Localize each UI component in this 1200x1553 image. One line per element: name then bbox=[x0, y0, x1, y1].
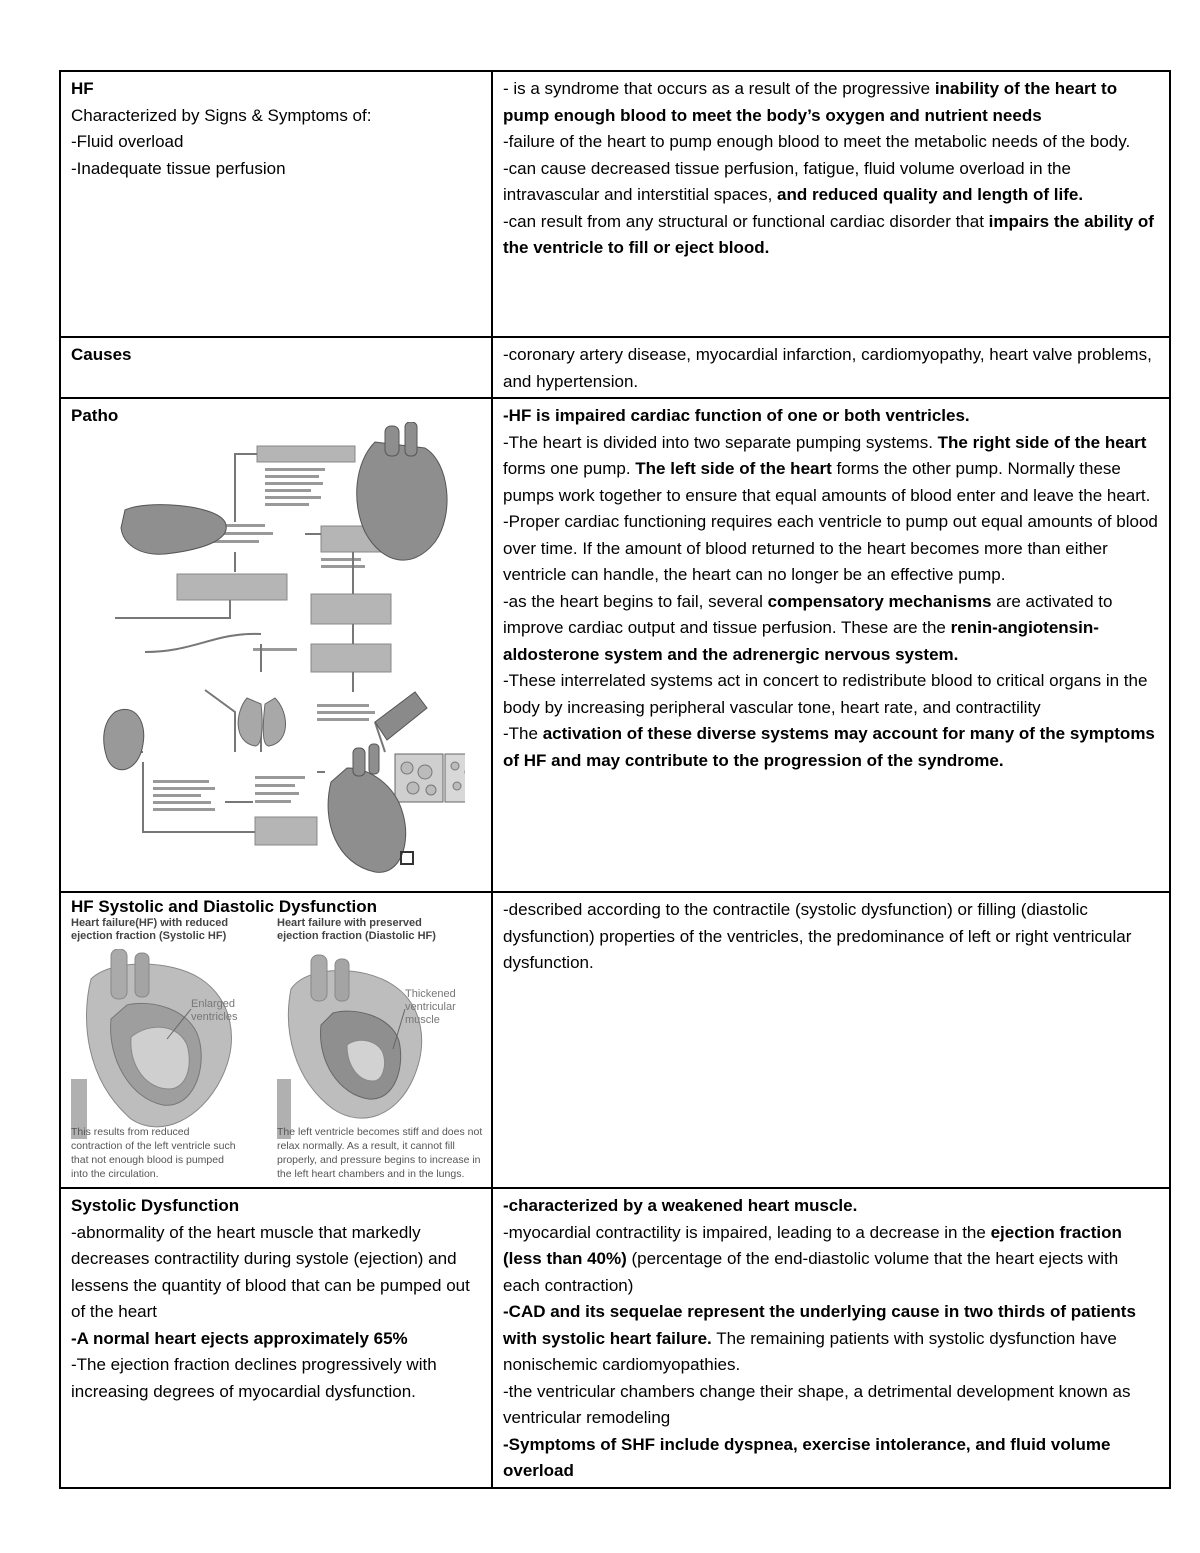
sysdia-figure bbox=[71, 917, 491, 1183]
notes-table bbox=[59, 70, 1171, 1489]
fig-left-label-2: ventricles bbox=[191, 1011, 238, 1023]
patho-comp-b: compensatory mechanisms bbox=[767, 591, 992, 611]
fig-right-label-2: ventricular bbox=[405, 1001, 456, 1013]
fig-right-label-3: muscle bbox=[405, 1014, 440, 1026]
patho-right-cell bbox=[492, 398, 1170, 892]
causes-text: -coronary artery disease, myocardial infarction, cardiomyopathy, heart valve problems, and hypertension. bbox=[503, 345, 1152, 391]
row-causes bbox=[60, 337, 1170, 398]
row-hf bbox=[60, 71, 1170, 337]
hf-effects-bold: and reduced quality and length of life. bbox=[777, 185, 1084, 204]
fig-left-label-1: Enlarged bbox=[191, 998, 236, 1010]
hf-failure: -failure of the heart to pump enough blood to meet the metabolic needs of the body. bbox=[503, 132, 1131, 151]
sysdia-right-cell bbox=[492, 892, 1170, 1188]
patho-comp-c: are activated to improve cardiac output and tissue perfusion. These are the bbox=[503, 591, 1113, 637]
patho-title: Patho bbox=[71, 406, 119, 425]
patho-left-cell bbox=[60, 398, 492, 892]
causes-title: Causes bbox=[71, 345, 132, 364]
fig-right-head bbox=[277, 917, 436, 943]
systolic-cad bbox=[503, 1299, 1159, 1379]
fig-left-head bbox=[71, 917, 228, 943]
patho-pumps-e: forms the other pump. Normally these pumps work together to ensure that equal amounts of blood enter and leave the heart. bbox=[503, 459, 1151, 505]
patho-act-c: . bbox=[998, 750, 1004, 770]
hf-def-text: - is a syndrome that occurs as a result of the progressive bbox=[503, 79, 935, 98]
hf-result bbox=[503, 209, 1159, 262]
patho-act-a: -The bbox=[503, 724, 543, 743]
fig-right-head-2: ejection fraction (Diastolic HF) bbox=[277, 930, 436, 942]
systolic-symptoms: -Symptoms of SHF include dyspnea, exercise intolerance, and fluid volume overload bbox=[503, 1434, 1111, 1480]
hf-subtitle: Characterized by Signs & Symptoms of: bbox=[71, 105, 372, 125]
row-systolic bbox=[60, 1188, 1170, 1488]
patho-right-side: The right side of the heart bbox=[937, 432, 1147, 452]
systolic-cad-a: -CAD and its sequelae represent the underlying cause in two thirds of patients with systolic heart failure. bbox=[503, 1302, 1136, 1348]
patho-summary: -HF is impaired cardiac function of one or both ventricles. bbox=[503, 406, 970, 425]
fig-left-head-2: ejection fraction (Systolic HF) bbox=[71, 930, 227, 942]
fig-right-caption: The left ventricle becomes stiff and does not relax normally. As a result, it cannot fill properly, and pressure begins to increase in the left heart chambers and in the lungs. bbox=[277, 1126, 483, 1180]
fig-right-label-1: Thickened bbox=[405, 988, 456, 1000]
systolic-contr-a: -myocardial contractility is impaired, leading to a decrease in the bbox=[503, 1222, 991, 1242]
systolic-normal-ef: -A normal heart ejects approximately 65% bbox=[71, 1328, 408, 1348]
hf-effects bbox=[503, 156, 1159, 209]
hf-right-cell bbox=[492, 71, 1170, 337]
sysdia-title: HF Systolic and Diastolic Dysfunction bbox=[71, 897, 378, 916]
sysdia-left-cell bbox=[60, 892, 492, 1188]
systolic-left-cell bbox=[60, 1188, 492, 1488]
patho-comp-a: -as the heart begins to fail, several bbox=[503, 591, 768, 611]
patho-function: -Proper cardiac functioning requires each ventricle to pump out equal amounts of blood over time. If the amount of blood returned to the heart becomes more than either ventricle can handle, the heart can no longer be an effective pump. bbox=[503, 512, 1158, 584]
hf-def-bold: inability of the heart to pump enough blood to meet the body’s oxygen and nutrient needs bbox=[503, 79, 1118, 125]
systolic-heart-image bbox=[71, 949, 271, 1139]
patho-act-b: activation of these diverse systems may account for many of the symptoms of HF and may contribute to the progression of the syndrome bbox=[503, 724, 1155, 770]
fig-left-head-1: Heart failure(HF) with reduced bbox=[71, 917, 229, 929]
causes-right-cell bbox=[492, 337, 1170, 398]
liver-shape bbox=[121, 504, 226, 554]
sysdia-text: -described according to the contractile (systolic dysfunction) or filling (diastolic dysfunction) properties of the ventricles, the predominance of left or right ventricular dysfunction. bbox=[503, 900, 1132, 972]
patho-comp-d: renin-angiotensin-aldosterone system and the adrenergic nervous system. bbox=[503, 618, 1099, 664]
patho-diagram-image bbox=[85, 422, 465, 882]
hf-result-text: -can result from any structural or functional cardiac disorder that bbox=[503, 211, 989, 231]
patho-pumps-c: forms one pump. bbox=[503, 459, 636, 478]
hf-effects-text: -can cause decreased tissue perfusion, fatigue, fluid volume overload in the intravascular and interstitial spaces, bbox=[503, 158, 1071, 204]
patho-pumps bbox=[503, 430, 1159, 510]
patho-left-side: The left side of the heart bbox=[635, 459, 832, 478]
systolic-remodeling: -the ventricular chambers change their shape, a detrimental development known as ventricular remodeling bbox=[503, 1381, 1131, 1427]
systolic-contr-b: ejection fraction (less than 40%) bbox=[503, 1222, 1122, 1268]
hf-item-perfusion: -Inadequate tissue perfusion bbox=[71, 158, 286, 178]
systolic-contractility bbox=[503, 1220, 1159, 1300]
systolic-ef-decline: -The ejection fraction declines progressively with increasing degrees of myocardial dysfunction. bbox=[71, 1355, 437, 1401]
hf-item-fluid: -Fluid overload bbox=[71, 132, 184, 151]
fig-left-caption: This results from reduced contraction of the left ventricle such that not enough blood is pumped into the circulation. bbox=[71, 1126, 236, 1180]
systolic-contr-c: (percentage of the end-diastolic volume that the heart ejects with each contraction) bbox=[503, 1249, 1119, 1295]
causes-left-cell bbox=[60, 337, 492, 398]
systolic-right-cell bbox=[492, 1188, 1170, 1488]
diastolic-heart-image bbox=[277, 949, 477, 1139]
systolic-weakened: -characterized by a weakened heart muscle. bbox=[503, 1196, 858, 1215]
hf-left-cell bbox=[60, 71, 492, 337]
fig-right-head-1: Heart failure with preserved bbox=[277, 917, 422, 929]
systolic-definition: -abnormality of the heart muscle that markedly decreases contractility during systole (ejection) and lessens the quantity of blood that can be pumped out of the heart bbox=[71, 1222, 470, 1321]
patho-pumps-a: -The heart is divided into two separate pumping systems. bbox=[503, 432, 938, 452]
row-patho bbox=[60, 398, 1170, 892]
hf-definition bbox=[503, 76, 1159, 129]
patho-activation bbox=[503, 721, 1159, 774]
hf-title: HF bbox=[71, 79, 94, 98]
systolic-cad-b: The remaining patients with systolic dysfunction have nonischemic cardiomyopathies. bbox=[503, 1328, 1117, 1374]
patho-systems: -These interrelated systems act in concert to redistribute blood to critical organs in the body by increasing peripheral vascular tone, heart rate, and contractility bbox=[503, 671, 1148, 717]
hf-result-bold: impairs the ability of the ventricle to fill or eject blood. bbox=[503, 211, 1154, 257]
patho-compensatory bbox=[503, 589, 1159, 669]
systolic-title: Systolic Dysfunction bbox=[71, 1196, 240, 1215]
row-sysdia bbox=[60, 892, 1170, 1188]
